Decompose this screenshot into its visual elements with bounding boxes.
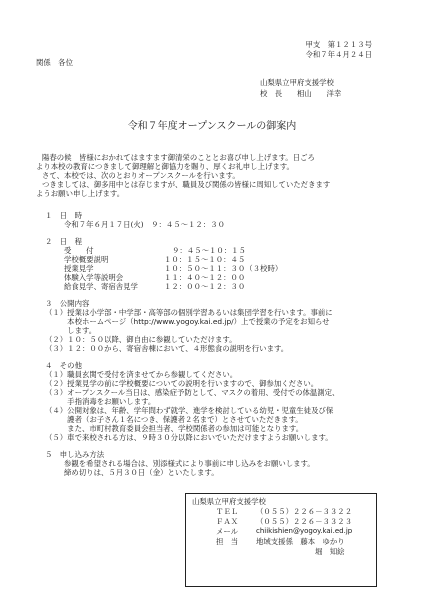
schedule-time: ９：４５～１０：１５	[172, 246, 246, 255]
sender-name: 校 長 相山 洋幸	[260, 89, 342, 98]
intro-line-5: ようお願い申し上げます。	[36, 189, 125, 198]
section-2-heading: ２ 日 程	[45, 237, 82, 246]
section-3-line: （３）１２：００から、寄宿舎棟において、４形態食の説明を行います。	[45, 344, 289, 353]
contact-school: 山梨県立甲府支援学校	[192, 497, 266, 506]
section-4-line: また、市町村教育委員会担当者、学校関係者の参加は可能となります。	[45, 424, 304, 433]
section-4-line: （５）車で来校される方は、９時３０分以降においでいただけますようお願いします。	[45, 433, 333, 442]
section-4-line: （１）職員玄関で受付を済ませてから参観してください。	[45, 370, 238, 379]
schedule-time: １０：５０～１１：３０（３校時）	[164, 264, 283, 273]
section-4-line: （２）授業見学の前に学校概要についての説明を行いますので、御参加ください。	[45, 379, 319, 388]
intro-line-1: 陽春の候 皆様におかれてはますます御清栄のこととお喜び申し上げます。日ごろ	[42, 153, 315, 162]
contact-mail: chiikishien@yogoy.kai.ed.jp	[256, 527, 353, 535]
section-3-line: （２）１０：５０以降、御自由に参観していただけます。	[45, 335, 237, 344]
contact-tel-label: ＴＥＬ	[216, 507, 239, 516]
contact-tanto-label: 担 当	[216, 537, 239, 546]
schedule-label: 授業見学	[64, 264, 94, 273]
sender-org: 山梨県立甲府支援学校	[260, 78, 334, 87]
schedule-time: １２：００～１２：３０	[164, 282, 246, 291]
contact-tel: （０５５）２２６－３３２２	[256, 507, 353, 516]
doc-date: 令和７年４月２４日	[305, 50, 372, 59]
section-3-heading: ３ 公開内容	[45, 299, 90, 308]
addressee: 関係 各位	[36, 58, 73, 67]
section-1-body: 令和７年６月１７日(火) ９：４５～１２：３０	[64, 220, 225, 229]
schedule-label: 体験入学等説明会	[64, 273, 124, 282]
section-4-line: 手指消毒をお願いします。	[45, 397, 156, 406]
section-4-line: 護者（お子さん１名につき、保護者２名まで）とさせていただきます。	[45, 415, 303, 424]
schedule-label: 学校概要説明	[64, 255, 109, 264]
section-4-heading: ４ その他	[45, 361, 82, 370]
section-3-line: （１）授業は小学部・中学部・高等部の個別学習あるいは集団学習を行います。事前に	[45, 308, 333, 317]
contact-tanto-2: 堀 知絵	[315, 547, 345, 556]
section-3-line: します。	[45, 326, 97, 335]
schedule-time: １１：４０～１２：００	[164, 273, 246, 282]
section-4-line: （３）オープンスクール当日は、感染症予防として、マスクの着用、受付での体温測定、	[45, 388, 340, 397]
intro-line-2: より本校の教育につきまして御理解と御協力を賜り、厚くお礼申し上げます。	[36, 162, 294, 171]
page-title: 令和７年度オープンスクールの御案内	[127, 121, 297, 132]
schedule-label: 受 付	[64, 246, 94, 255]
section-4-line: （４）公開対象は、年齢、学年問わず就学、進学を検討している幼児・児童生徒及び保	[45, 406, 334, 415]
section-5-line: 締め切りは、５月３０日（金）といたします。	[64, 468, 219, 477]
intro-line-4: つきましては、御多用中とは存じますが、職員及び関係の皆様に周知していただきます	[42, 180, 331, 189]
section-5-heading: ５ 申し込み方法	[45, 450, 105, 459]
section-3-line: 本校ホームページ（http://www.yogoy.kai.ed.jp/）上で授業の予定をお知らせ	[45, 317, 330, 326]
contact-mail-label: メール	[216, 527, 239, 536]
doc-number: 甲支 第１２１３号	[305, 40, 372, 49]
section-5-line: 参観を希望される場合は、別添様式により事前に申し込みをお願いします。	[64, 459, 315, 468]
contact-fax-label: ＦＡＸ	[216, 517, 239, 526]
schedule-time: １０：１５～１０：４５	[164, 255, 246, 264]
schedule-label: 給食見学、寄宿舎見学	[64, 282, 138, 291]
contact-tanto: 地域支援係 藤本 ゆかり	[256, 537, 345, 546]
contact-fax: （０５５）２２６－３３２３	[256, 517, 353, 526]
contact-box	[185, 493, 377, 587]
section-1-heading: １ 日 時	[45, 211, 82, 220]
intro-line-3: さて、本校では、次のとおりオープンスクールを行います。	[42, 171, 240, 180]
